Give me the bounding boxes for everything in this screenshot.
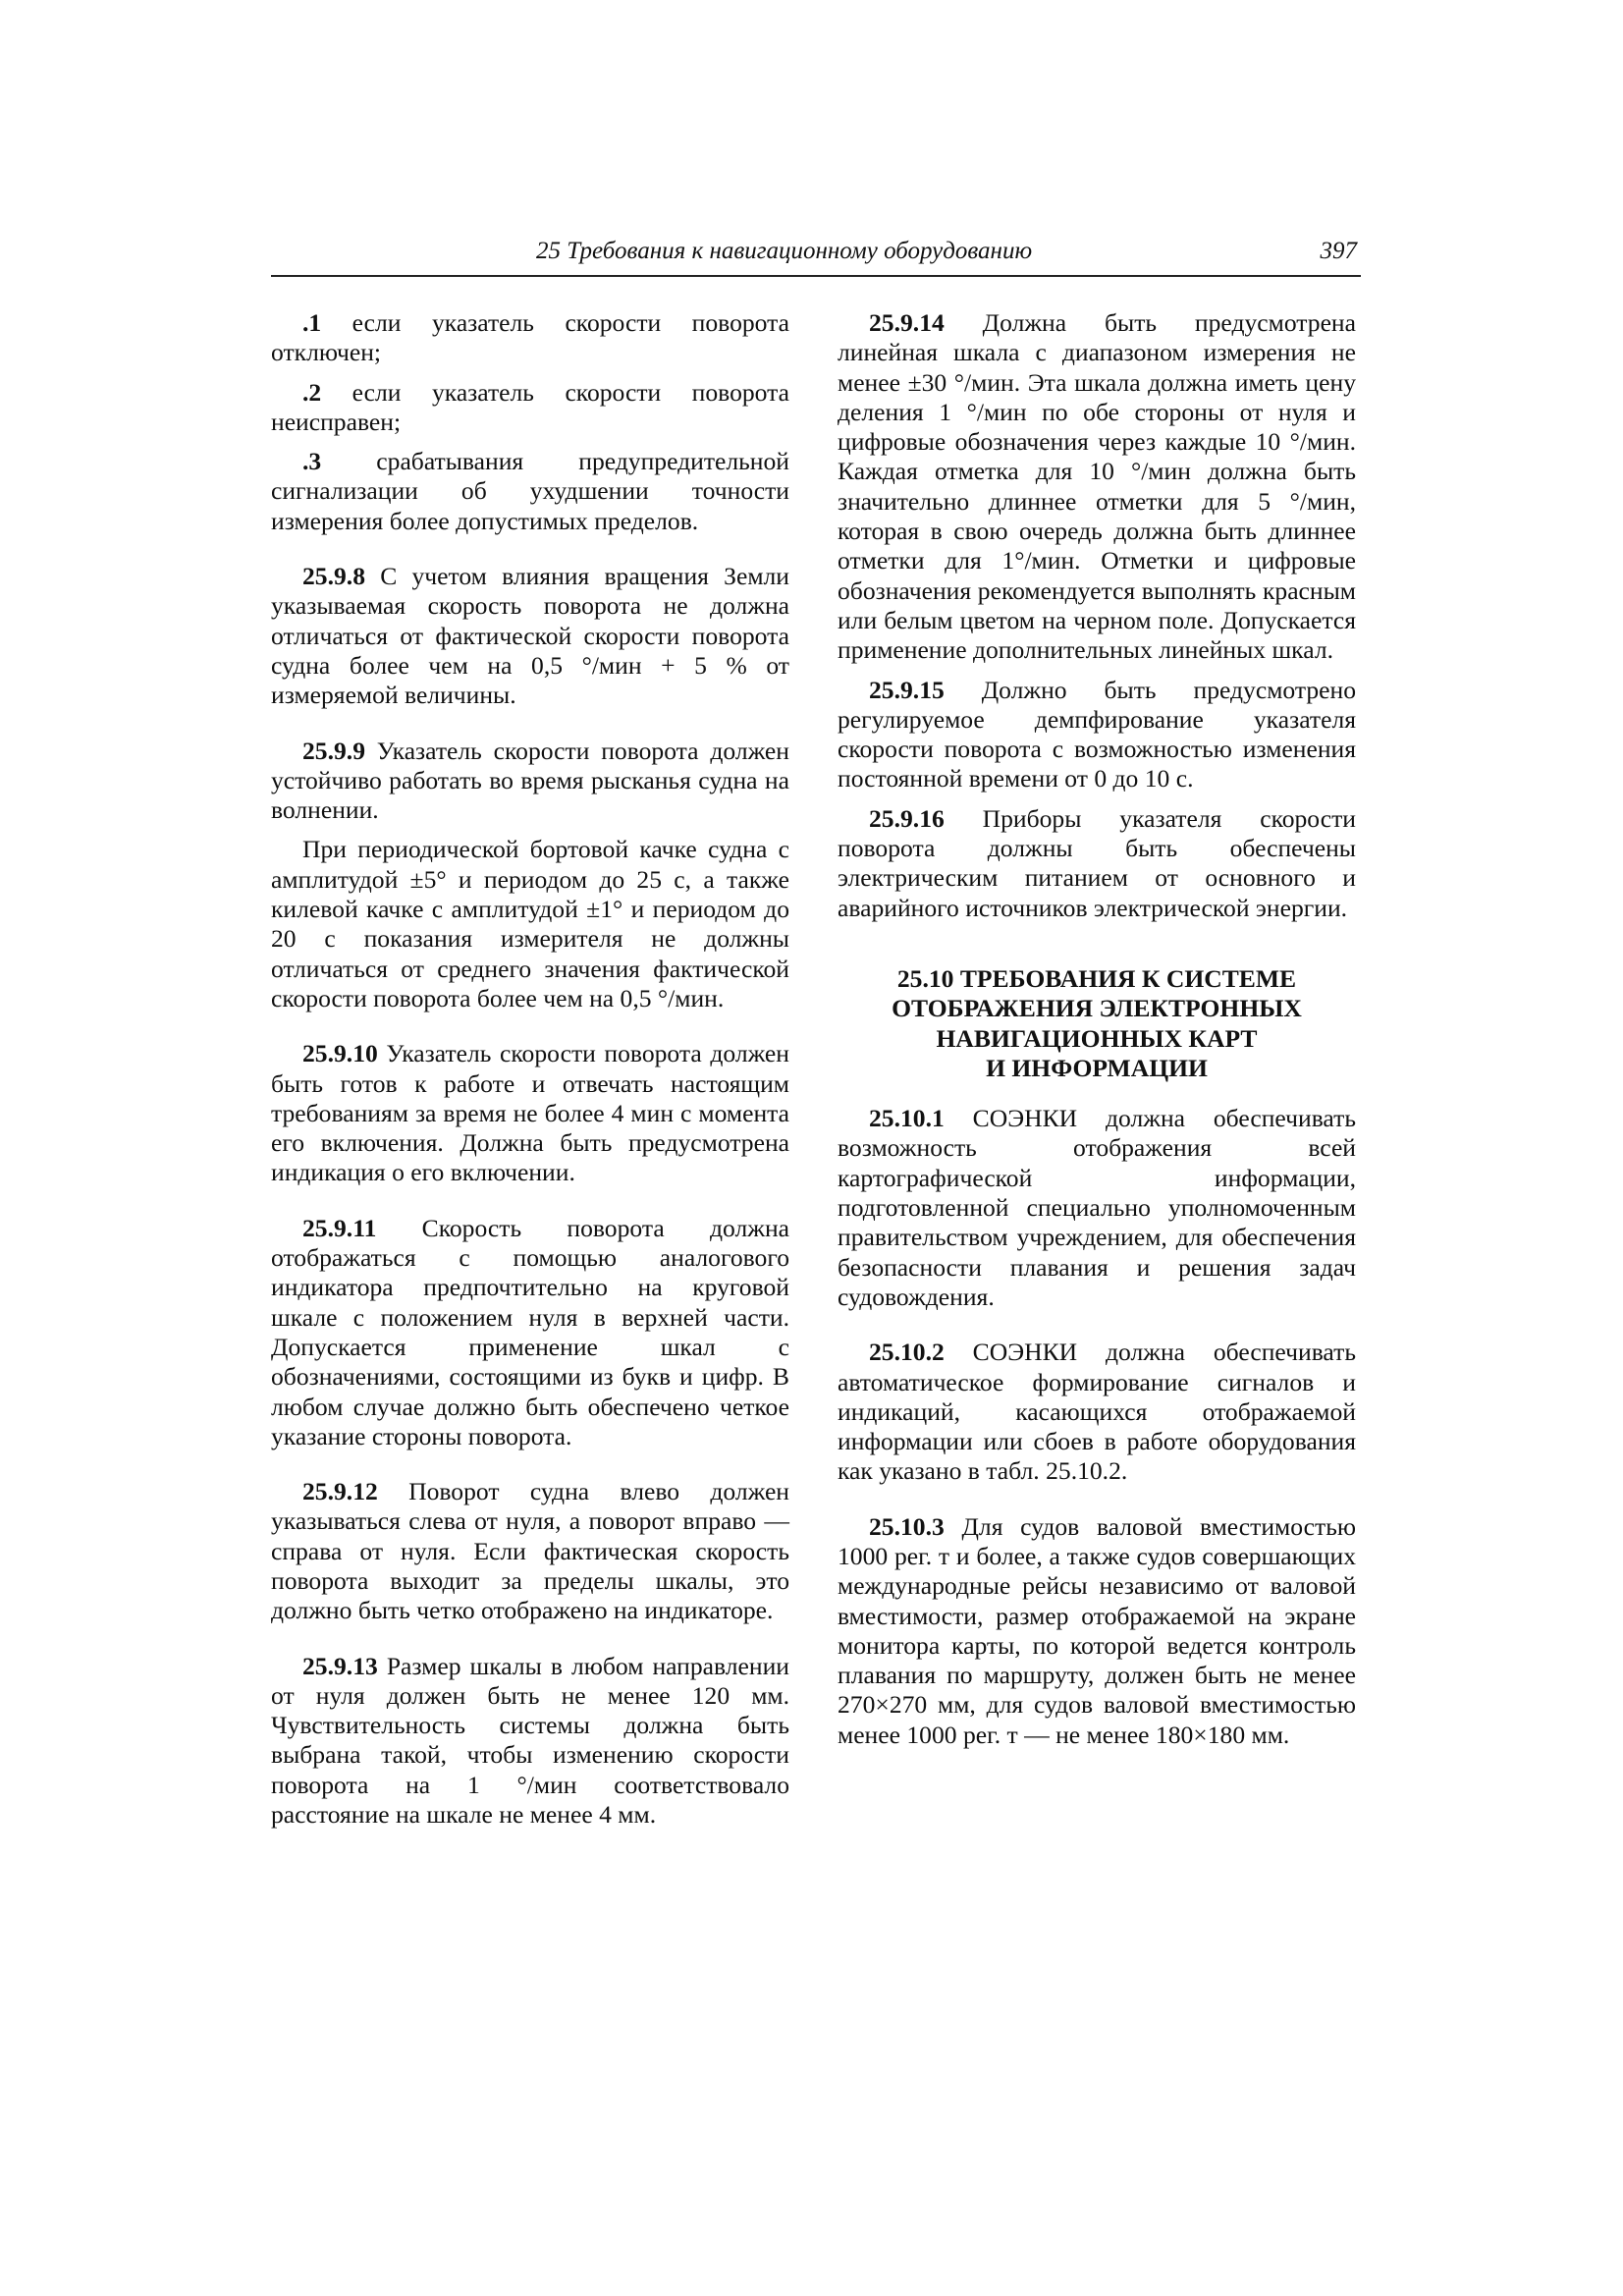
paragraph-text: Размер шкалы в любом направлении от нуля должен быть не менее 120 мм. Чувствительность системы должна быть выбрана такой, чтобы изменению скорости поворота на 1 °/мин соответствовало расстояние на шкале не менее 4 мм.: [271, 1651, 789, 1830]
paragraph-text: Должна быть предусмотрена линейная шкала с диапазоном измерения не менее ±30 °/мин. Эта шкала должна иметь цену деления 1 °/мин по обе стороны от нуля и цифровые обозначения через каждые 10 °/мин. Каждая отметка для 10 °/мин должна быть значительно длиннее отметки для 5 °/мин, которая в свою очередь должна быть длиннее отметки для 1°/мин. Отметки и цифровые обозначения рекомендуется выполнять красным или белым цветом на черном поле. Допускается применение дополнительных линейных шкал.: [838, 308, 1356, 665]
item-number: .2: [302, 377, 322, 407]
item-number: .1: [302, 308, 322, 337]
header-title: 25 Требования к навигационному оборудованию: [536, 238, 1033, 264]
section-heading-line: НАВИГАЦИОННЫХ КАРТ: [936, 1023, 1258, 1053]
paragraph: [271, 308, 789, 368]
section-heading-line: И ИНФОРМАЦИИ: [986, 1053, 1208, 1082]
paragraph-text: СОЭНКИ должна обеспечивать автоматическое формирование сигналов и индикаций, касающихся отображаемой информации или сбоев в работе оборудования как указано в табл. 25.10.2.: [838, 1338, 1356, 1486]
item-number: 25.9.13: [302, 1651, 378, 1680]
running-header: [271, 236, 1361, 277]
item-number: 25.10.1: [869, 1104, 945, 1133]
section-heading-line: ОТОБРАЖЕНИЯ ЭЛЕКТРОННЫХ: [892, 994, 1302, 1023]
paragraph-text: Указатель скорости поворота должен быть готов к работе и отвечать настоящим требованиям за время не более 4 мин с момента его включения. Должна быть предусмотрена индикация о его включении.: [271, 1039, 789, 1187]
paragraph-text: Указатель скорости поворота должен устойчиво работать во время рысканья судна на волнении.: [271, 736, 789, 825]
item-number: 25.9.14: [869, 308, 945, 337]
paragraph-text: С учетом влияния вращения Земли указываемая скорость поворота не должна отличаться от фактической скорости поворота судна более чем на 0,5 °/мин + 5 % от измеряемой величины.: [271, 562, 789, 710]
right-column: [838, 308, 1356, 1750]
section-heading: [838, 964, 1356, 1083]
item-number: 25.9.10: [302, 1039, 378, 1068]
item-number: 25.9.9: [302, 736, 365, 765]
left-column: [271, 308, 789, 1830]
paragraph-text: При периодической бортовой качке судна с амплитудой ±5° и периодом до 25 с, а также килевой качке с амплитудой ±1° и периодом до 20 с показания измерителя не должны отличаться от среднего значения фактической скорости поворота более чем на 0,5 °/мин.: [271, 835, 789, 1012]
paragraph-text: Поворот судна влево должен указываться слева от нуля, а поворот вправо — справа от нуля. Если фактическая скорость поворота выходит за пределы шкалы, это должно быть четко отображено на индикаторе.: [271, 1477, 789, 1625]
paragraph: [271, 835, 789, 1013]
paragraph: [271, 378, 789, 438]
item-number: .3: [302, 447, 322, 476]
paragraph: [271, 1214, 789, 1451]
paragraph: [838, 1512, 1356, 1750]
item-number: 25.10.3: [869, 1511, 945, 1541]
paragraph: [271, 1652, 789, 1831]
paragraph: [271, 737, 789, 826]
paragraph-text: Приборы указателя скорости поворота должны быть обеспечены электрическим питанием от основного и аварийного источников электрической энергии.: [838, 803, 1356, 922]
paragraph-text: если указатель скорости поворота неисправен;: [271, 377, 789, 436]
paragraph-text: Должно быть предусмотрено регулируемое демпфирование указателя скорости поворота с возможностью изменения постоянной времени от 0 до 10 с.: [838, 675, 1356, 793]
paragraph: [271, 447, 789, 536]
item-number: 25.9.12: [302, 1477, 378, 1506]
paragraph-text: СОЭНКИ должна обеспечивать возможность отображения всей картографической информации, подготовленной специально уполномоченным правительством учреждением, для обеспечения безопасности плавания и решения задач судовождения.: [838, 1104, 1356, 1311]
item-number: 25.9.16: [869, 803, 945, 833]
paragraph-text: Скорость поворота должна отображаться с помощью аналогового индикатора предпочтительно на круговой шкале с положением нуля в верхней части. Допускается применение шкал с обозначениями, состоящими из букв и цифр. В любом случае должно быть обеспечено четкое указание стороны поворота.: [271, 1213, 789, 1450]
item-number: 25.9.8: [302, 562, 365, 591]
section-heading-line: 25.10 ТРЕБОВАНИЯ К СИСТЕМЕ: [896, 963, 1297, 993]
item-number: 25.10.2: [869, 1338, 945, 1367]
paragraph: [838, 1104, 1356, 1312]
paragraph: [838, 804, 1356, 923]
paragraph: [838, 1338, 1356, 1486]
paragraph: [271, 1039, 789, 1187]
page-number: 397: [1320, 238, 1357, 264]
paragraph-text: срабатывания предупредительной сигнализации об ухудшении точности измерения более допустимых пределов.: [271, 447, 789, 535]
paragraph: [271, 562, 789, 710]
paragraph: [838, 676, 1356, 794]
paragraph: [271, 1477, 789, 1625]
item-number: 25.9.11: [302, 1213, 377, 1242]
item-number: 25.9.15: [869, 675, 945, 704]
paragraph-text: если указатель скорости поворота отключен;: [271, 308, 789, 367]
paragraph-text: Для судов валовой вместимостью 1000 рег. т и более, а также судов совершающих международные рейсы независимо от валовой вместимости, размер отображаемой на экране монитора карты, по которой ведется контроль плавания по маршруту, должен быть не менее 270×270 мм, для судов валовой вместимостью менее 1000 рег. т — не менее 180×180 мм.: [838, 1511, 1356, 1749]
paragraph: [838, 308, 1356, 666]
